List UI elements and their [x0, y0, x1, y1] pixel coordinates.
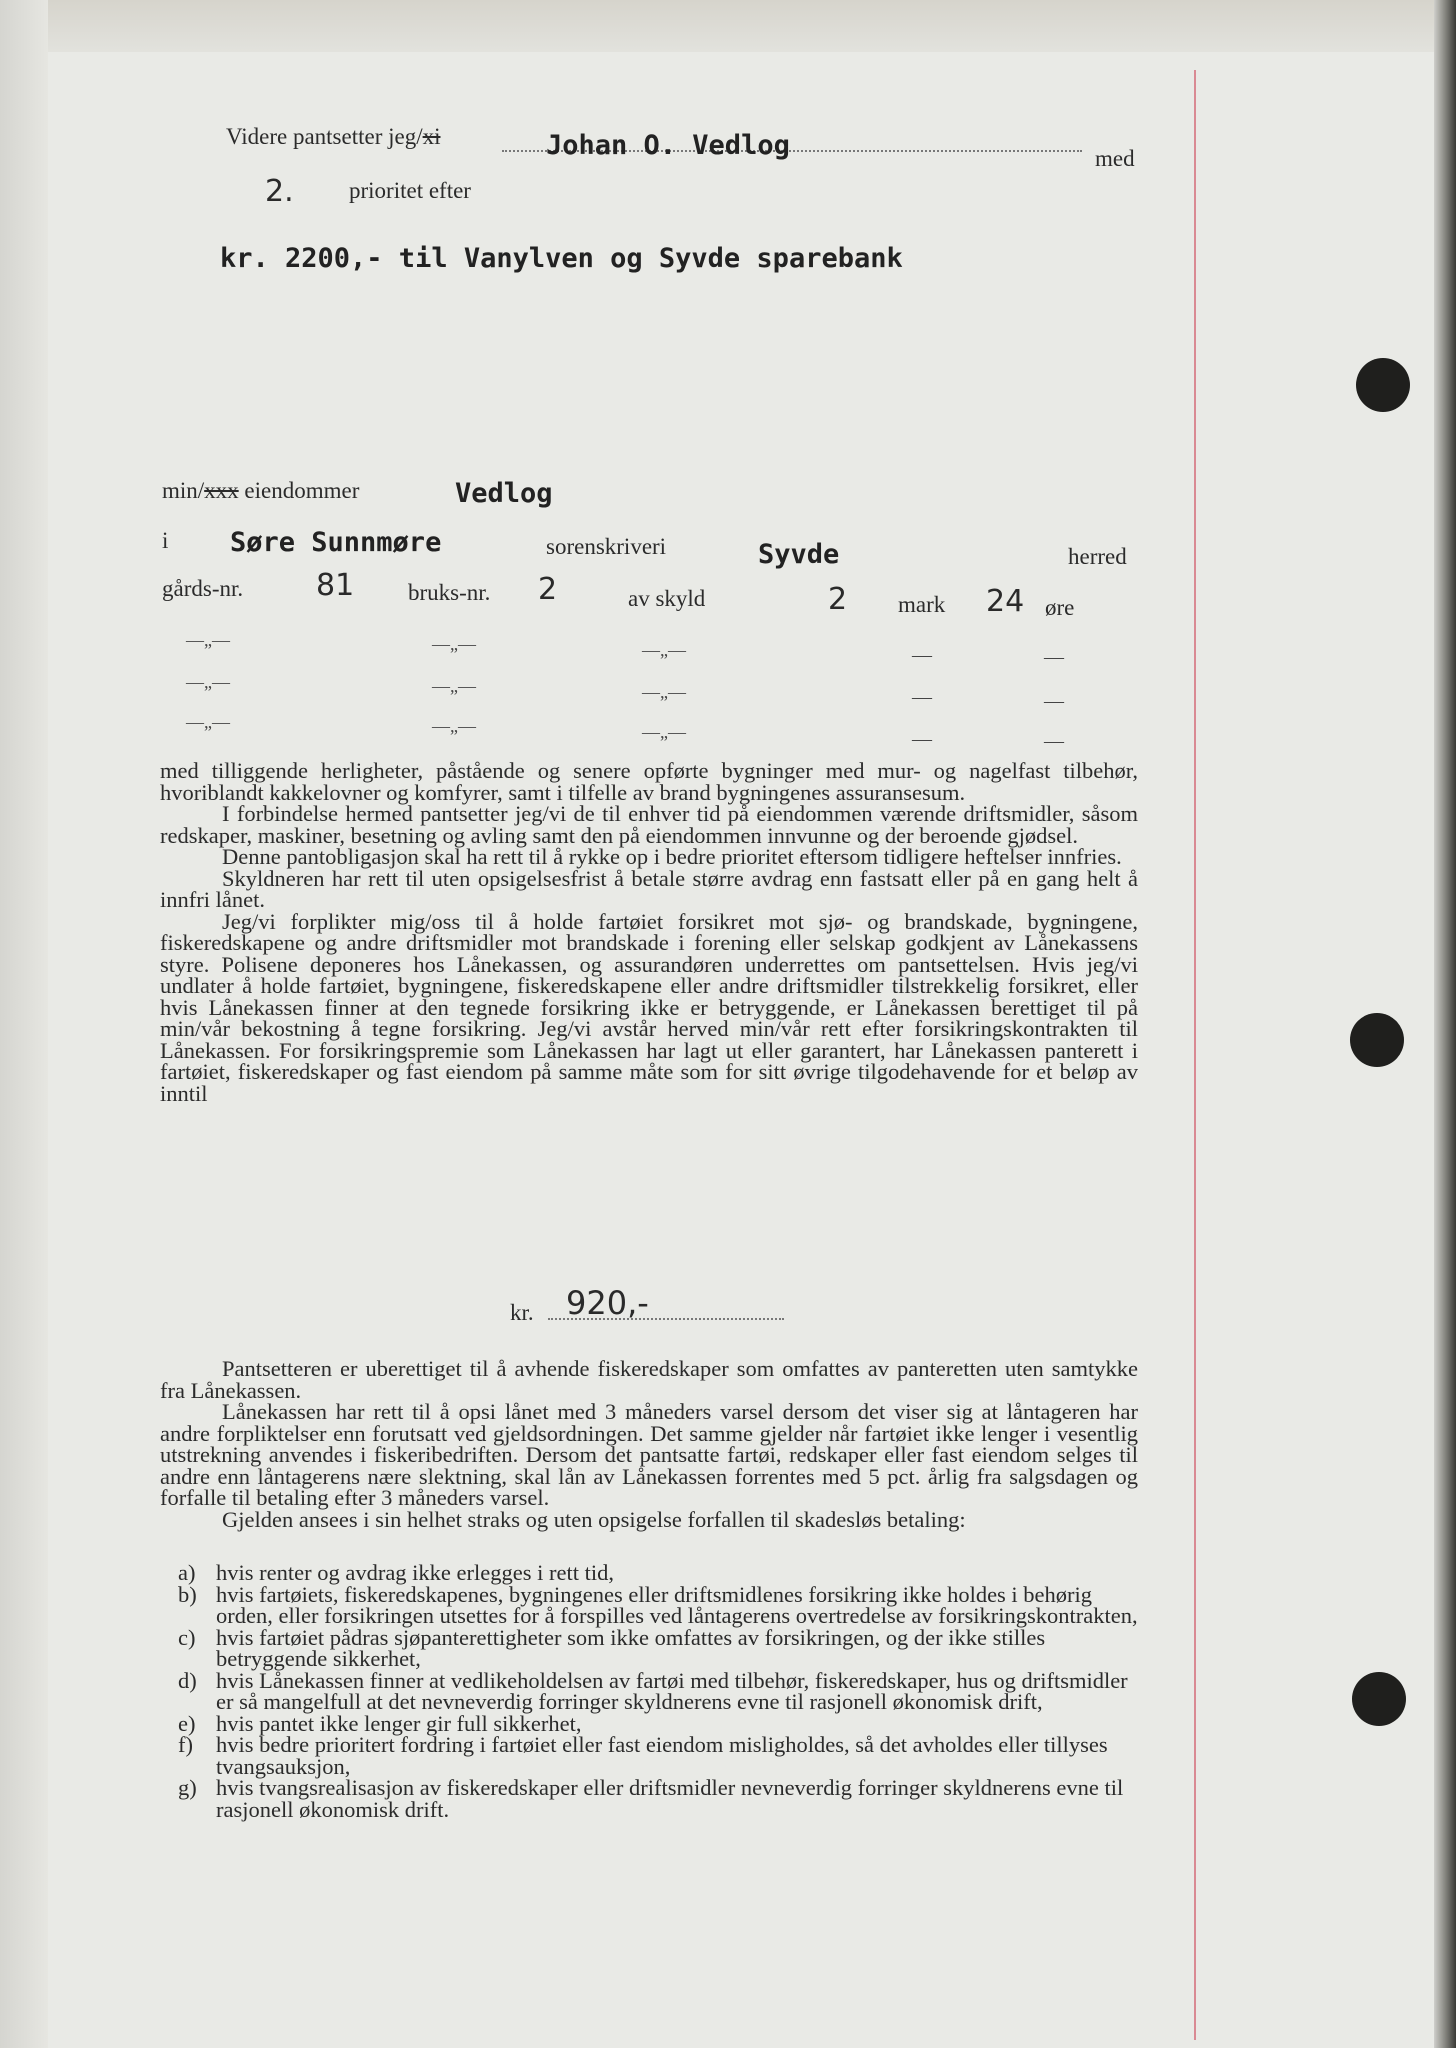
- bruks-label: bruks-nr.: [408, 580, 491, 605]
- skyld-mark-value: 2: [828, 582, 848, 617]
- paragraph-property-scope: med tilliggende herligheter, påstående og senere opførte bygninger med mur- og nagelfast tilbehør, hvoriblandt kakkelovner og komfyrer, samt i tilfelle av brand bygningenes assuransesum.: [160, 758, 1138, 805]
- paragraph-termination: Lånekassen har rett til å opsi lånet med 3 måneders varsel dersom det viser sig at låntageren har andre forpliktelser enn forutsatt ved gjeldsordningen. Det samme gjelder når fartøiet ikke lenger i vesentlig utstrekning anvendes i fiskeribedriften. Dersom det pantsatte fartøi, redskaper eller fast eiendom selges til andre enn låntagerens nære slektning, skal lån av Lånekassen forrentes med 5 pct. årlig fra salgsdagen og forfalle til betaling efter 3 måneders varsel.: [160, 1399, 1138, 1510]
- ditto-gards-2: —„—: [186, 672, 230, 692]
- page-edge-top: [0, 0, 1456, 52]
- punch-hole-top: [1356, 358, 1410, 412]
- gards-number: 81: [316, 568, 355, 603]
- ditto-bruks-3: —„—: [432, 716, 476, 736]
- priority-label: prioritet efter: [349, 178, 471, 203]
- ditto-ore-2: —: [1044, 690, 1064, 712]
- skyld-ore-value: 24: [986, 584, 1025, 619]
- condition-item: [178, 1710, 1138, 1736]
- condition-text: hvis fartøiets, fiskeredskapenes, bygningenes eller driftsmidlenes forsikring ikke holdes i behørig orden, eller forsikringen utsettes for å forspilles ved låntagerens overtredelse av forsikringskontrakten,: [216, 1581, 1138, 1628]
- condition-item: [178, 1777, 1138, 1820]
- ditto-ore-3: —: [1044, 730, 1064, 752]
- terms-block-2: [160, 1358, 1138, 1530]
- default-conditions-list: [178, 1562, 1138, 1820]
- page-edge-left: [0, 0, 48, 2048]
- red-margin-line: [1194, 70, 1196, 2040]
- condition-marker: d): [178, 1667, 197, 1693]
- paragraph-fishing-gear: Pantsetteren er uberettiget til å avhende fiskeredskaper som omfattes av panteretten uten samtykke fra Lånekassen.: [160, 1356, 1138, 1403]
- paragraph-insurance: Jeg/vi forplikter mig/oss til å holde fartøiet forsikret mot sjø- og brandskade, bygningene, fiskeredskapene og andre driftsmidler mot brandskade i forening eller selskap godkjent av Lånekassens styre. Polisene deponeres hos Lånekassen, og assurandøren underrettes om pantsettelsen. Hvis jeg/vi undlater å holde fartøiet, bygningene, fiskeredskapene eller andre driftsmidler tilstrekkelig forsikret, eller hvis Lånekassen finner at den tegnede forsikring ikke er betryggende, er Lånekassen berettiget til på min/vår bekostning å tegne forsikring. Jeg/vi avstår herved min/vår rett efter forsikringskontrakten til Lånekassen. For forsikringspremie som Lånekassen har lagt ut eller garantert, har Lånekassen panterett i fartøiet, fiskeredskaper og fast eiendom på samme måte som for sitt øvrige tilgodehavende for et beløp av inntil: [160, 908, 1138, 1106]
- condition-marker: e): [178, 1710, 196, 1736]
- page-edge-right: [1434, 0, 1456, 2048]
- bruks-number: 2: [538, 572, 558, 607]
- paragraph-operating-assets: I forbindelse hermed pantsetter jeg/vi de til enhver tid på eiendommen værende driftsmidler, såsom redskaper, maskiner, besetning og avling samt den på eiendommen innvunne og der beroende gjødsel.: [160, 801, 1138, 848]
- ditto-mark-2: —: [912, 686, 932, 708]
- condition-text: hvis tvangsrealisasjon av fiskeredskaper eller driftsmidler nevneverdig forringer skyldnerens evne til rasjonell økonomisk drift.: [216, 1775, 1124, 1822]
- owner-line: [162, 478, 359, 504]
- punch-hole-middle: [1350, 1013, 1404, 1067]
- municipality-name: Syvde: [758, 539, 840, 570]
- owner-label: eiendommer: [244, 478, 360, 503]
- ditto-bruks-1: —„—: [432, 634, 476, 654]
- amount-label: kr.: [510, 1300, 534, 1325]
- header-line1: [226, 124, 440, 150]
- paragraph-default-intro: Gjelden ansees i sin helhet straks og uten opsigelse forfallen til skadesløs betaling:: [222, 1506, 966, 1532]
- condition-marker: b): [178, 1581, 197, 1607]
- terms-block-1: [160, 760, 1138, 1104]
- ditto-mark-3: —: [912, 728, 932, 750]
- ditto-skyld-3: —„—: [642, 722, 686, 742]
- ore-label: øre: [1045, 595, 1075, 620]
- priority-number: 2.: [265, 174, 294, 209]
- ditto-mark-1: —: [912, 644, 932, 666]
- condition-text: hvis bedre prioritert fordring i fartøiet eller fast eiendom misligholdes, så det avholdes eller tillyses tvangsauksjon,: [216, 1732, 1108, 1779]
- paragraph-prepayment: Skyldneren har rett til uten opsigelsesfrist å betale større avdrag enn fastsatt eller på en gang helt å innfri lånet.: [160, 865, 1138, 912]
- condition-item: [178, 1734, 1138, 1777]
- district-name: Søre Sunnmøre: [230, 527, 442, 558]
- district-label: sorenskriveri: [546, 534, 667, 559]
- pledge-strike: xi: [422, 124, 441, 149]
- ditto-skyld-1: —„—: [642, 640, 686, 660]
- condition-text: hvis renter og avdrag ikke erlegges i rett tid,: [216, 1560, 614, 1585]
- pledge-prefix: Videre pantsetter jeg/: [226, 124, 423, 149]
- prior-claim: kr. 2200,- til Vanylven og Syvde sparebank: [220, 243, 903, 274]
- condition-text: hvis fartøiet pådras sjøpanterettigheter som ikke omfattes av forsikringen, og der ikke stilles betryggende sikkerhet,: [216, 1624, 1046, 1671]
- pledgor-name: Johan O. Vedlog: [546, 130, 790, 161]
- ditto-skyld-2: —„—: [642, 682, 686, 702]
- condition-item: [178, 1581, 1138, 1628]
- amount-value: 920,-: [566, 1284, 649, 1322]
- ditto-bruks-2: —„—: [432, 676, 476, 696]
- owner-strike: xxx: [204, 478, 239, 503]
- paragraph-priority-advance: Denne pantobligasjon skal ha rett til å rykke op i bedre prioritet eftersom tidligere heftelser innfries.: [222, 844, 1122, 869]
- owner-prefix: min/: [162, 478, 205, 503]
- condition-text: hvis Lånekassen finner at vedlikeholdelsen av fartøi med tilbehør, fiskeredskaper, hus og driftsmidler er så mangelfull at det nevneverdig forringer skyldnerens evne til rasjonell økonomisk drift,: [216, 1667, 1128, 1714]
- condition-marker: f): [178, 1732, 193, 1757]
- ditto-gards-3: —„—: [186, 712, 230, 732]
- condition-marker: c): [178, 1624, 196, 1650]
- pledge-suffix: med: [1095, 146, 1135, 171]
- punch-hole-bottom: [1352, 1672, 1406, 1726]
- municipality-label: herred: [1068, 544, 1127, 569]
- condition-item: [178, 1624, 1138, 1671]
- i-label: i: [162, 528, 169, 553]
- condition-text: hvis pantet ikke lenger gir full sikkerhet,: [216, 1710, 582, 1736]
- gards-label: gårds-nr.: [162, 576, 244, 601]
- ditto-ore-1: —: [1044, 646, 1064, 668]
- ditto-gards-1: —„—: [186, 630, 230, 650]
- mark-label: mark: [898, 592, 946, 617]
- condition-marker: a): [178, 1560, 196, 1585]
- condition-item: [178, 1562, 1138, 1584]
- property-name: Vedlog: [455, 478, 553, 509]
- skyld-label: av skyld: [628, 586, 706, 611]
- condition-item: [178, 1667, 1138, 1714]
- condition-marker: g): [178, 1775, 197, 1800]
